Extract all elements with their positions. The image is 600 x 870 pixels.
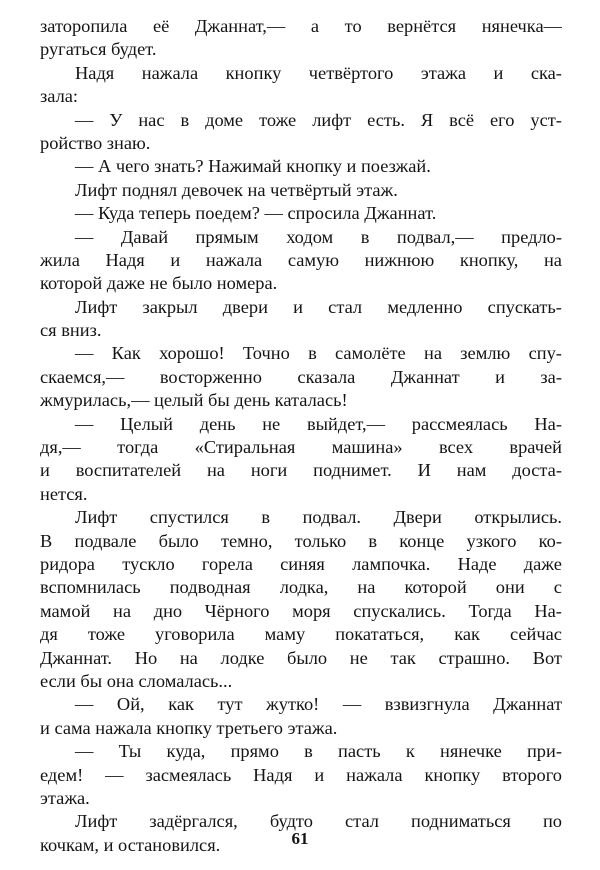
text-line: — Ты куда, прямо в пасть к нянечке при- bbox=[75, 741, 562, 762]
text-line: — А чего знать? Нажимай кнопку и поезжай. bbox=[75, 156, 431, 177]
text-line: мамой на дно Чёрного моря спускались. Тогда На- bbox=[40, 600, 562, 621]
text-line: В подвале было темно, только в конце узкого ко- bbox=[40, 530, 562, 551]
text-line: скаемся,— восторженно сказала Джаннат и за- bbox=[40, 366, 562, 387]
text-line: зала: bbox=[40, 86, 79, 107]
text-line: этажа. bbox=[40, 787, 90, 808]
text-line: Лифт поднял девочек на четвёртый этаж. bbox=[75, 179, 398, 200]
text-line: кочкам, и остановился. bbox=[40, 834, 221, 855]
text-line: и сама нажала кнопку третьего этажа. bbox=[40, 717, 338, 738]
text-line: жила Надя и нажала самую нижнюю кнопку, на bbox=[40, 249, 562, 270]
text-line: нется. bbox=[40, 483, 88, 504]
text-line: Лифт спустился в подвал. Двери открылись. bbox=[75, 507, 562, 528]
text-line: заторопила её Джаннат,— а то вернётся нянечка— bbox=[40, 16, 562, 36]
text-line: и воспитателей на ноги поднимет. И нам доста- bbox=[40, 460, 562, 481]
text-line: вспомнилась подводная лодка, на которой они с bbox=[40, 577, 562, 598]
text-line: Лифт закрыл двери и стал медленно спускать- bbox=[75, 296, 562, 317]
text-line: — Куда теперь поедем? — спросила Джаннат. bbox=[75, 203, 437, 224]
text-line: Джаннат. Но на лодке было не так страшно. Вот bbox=[40, 647, 562, 668]
text-line: — Целый день не выйдет,— рассмеялась На- bbox=[75, 413, 562, 434]
text-line: дя тоже уговорила маму покататься, как сейчас bbox=[40, 624, 562, 645]
text-line: жмурилась,— целый бы день каталась! bbox=[40, 390, 348, 411]
page-body-text bbox=[40, 15, 562, 857]
text-line: едем! — засмеялась Надя и нажала кнопку второго bbox=[40, 764, 562, 785]
text-line: если бы она сломалась... bbox=[40, 670, 233, 691]
text-line: — Давай прямым ходом в подвал,— предло- bbox=[75, 226, 562, 247]
page-number: 61 bbox=[291, 829, 309, 848]
text-line: дя,— тогда «Стиральная машина» всех врачей bbox=[40, 437, 562, 458]
text-line: Лифт задёргался, будто стал подниматься по bbox=[75, 811, 562, 832]
text-line: — У нас в доме тоже лифт есть. Я всё его уст- bbox=[75, 109, 562, 130]
text-line: ся вниз. bbox=[40, 320, 102, 341]
text-line: Надя нажала кнопку четвёртого этажа и ска- bbox=[75, 62, 562, 83]
text-line: которой даже не было номера. bbox=[40, 273, 278, 294]
text-line: ругаться будет. bbox=[40, 39, 157, 60]
text-line: ройство знаю. bbox=[40, 132, 151, 153]
text-line: — Как хорошо! Точно в самолёте на землю спу- bbox=[75, 343, 562, 364]
text-line: — Ой, как тут жутко! — взвизгнула Джаннат bbox=[75, 694, 562, 715]
text-line: ридора тускло горела синяя лампочка. Наде даже bbox=[40, 553, 562, 574]
